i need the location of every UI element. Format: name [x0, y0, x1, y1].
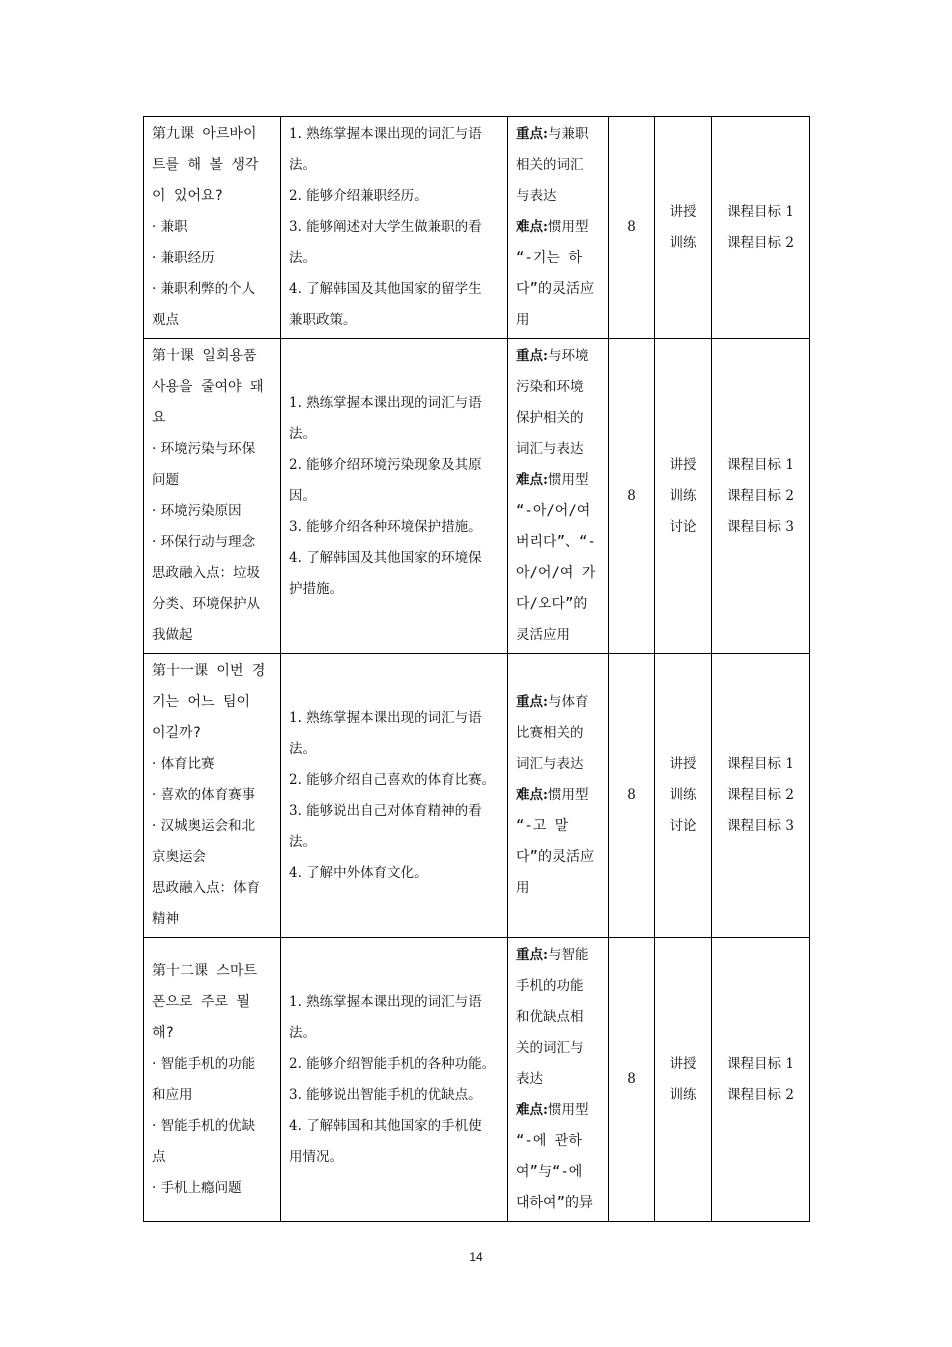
- course-goal-cell: [712, 654, 810, 938]
- focus-line: [516, 150, 600, 181]
- lesson-title-cell: [144, 654, 281, 938]
- difficulty-line: [516, 780, 600, 811]
- lesson-line: 问题: [152, 472, 179, 488]
- difficulty-line: [516, 1157, 600, 1188]
- lesson-line: · 手机上瘾问题: [152, 1179, 242, 1196]
- objective-line: 3. 能够阐述对大学生做兼职的看: [289, 219, 482, 235]
- lesson-title-cell: [144, 938, 281, 1222]
- difficulty-line: [516, 811, 600, 842]
- lesson-line: 폰으로 주로 뭘: [152, 993, 251, 1010]
- lesson-row: [144, 117, 810, 339]
- lesson-line: 观点: [152, 312, 179, 328]
- objective-line: 法。: [289, 157, 316, 173]
- focus-label: 重点:: [516, 694, 548, 710]
- lesson-title-cell: [144, 117, 281, 339]
- objective-line: 用情况。: [289, 1148, 343, 1165]
- objective-line: 4. 了解韩国及其他国家的环境保: [289, 549, 482, 566]
- focus-text: 与兼职: [547, 126, 589, 142]
- objective-line: 4. 了解韩国及其他国家的留学生: [289, 281, 482, 297]
- focus-line: [516, 434, 600, 465]
- objective-line: 兼职政策。: [289, 312, 357, 328]
- difficulty-text: “-고 말: [516, 818, 569, 834]
- lesson-line: 트를 해 볼 생각: [152, 157, 259, 173]
- syllabus-table: [143, 116, 810, 1222]
- focus-line: [516, 1033, 600, 1064]
- lesson-line: 사용을 줄여야 돼: [152, 379, 264, 395]
- lesson-line: · 体育比赛: [152, 756, 215, 772]
- goal-line: 课程目标 1: [727, 203, 794, 220]
- method-line: 讲授: [669, 456, 697, 473]
- method-line: 训练: [669, 787, 697, 803]
- objective-line: 3. 能够介绍各种环境保护措施。: [289, 518, 482, 535]
- difficulty-text: “-에 관하: [516, 1133, 582, 1149]
- difficulty-line: [516, 873, 600, 904]
- key-points-cell: [508, 117, 609, 339]
- focus-text: 关的词汇与: [516, 1040, 584, 1056]
- difficulty-text: 버리다”、“-: [516, 534, 596, 550]
- lesson-line: 第十一课 이번 경: [152, 663, 266, 679]
- method-line: 讨论: [669, 818, 697, 834]
- method-line: 训练: [669, 1086, 697, 1103]
- goal-line: 课程目标 3: [727, 818, 794, 834]
- difficulty-line: [516, 1095, 600, 1126]
- difficulty-label: 难点:: [516, 787, 548, 803]
- goal-line: 课程目标 1: [727, 456, 794, 473]
- difficulty-line: [516, 274, 600, 305]
- difficulty-line: [516, 465, 600, 496]
- focus-line: [516, 341, 600, 372]
- lesson-line: 我做起: [152, 627, 193, 643]
- hours-cell: 8: [609, 938, 655, 1222]
- difficulty-text: “-기는 하: [516, 250, 582, 266]
- focus-text: 与表达: [516, 188, 557, 204]
- objectives-cell: [281, 339, 508, 654]
- difficulty-line: [516, 496, 600, 527]
- focus-text: 比赛相关的: [516, 725, 584, 741]
- method-line: 讲授: [669, 203, 697, 220]
- lesson-line: 기는 어느 팀이: [152, 694, 251, 710]
- focus-text: 表达: [516, 1071, 543, 1087]
- difficulty-line: [516, 212, 600, 243]
- difficulty-line: [516, 1126, 600, 1157]
- objectives-cell: [281, 654, 508, 938]
- page-number: 14: [469, 1250, 483, 1264]
- lesson-line: 第十课 일회용품: [152, 348, 257, 364]
- lesson-row: [144, 938, 810, 1222]
- focus-line: [516, 403, 600, 434]
- goal-line: 课程目标 1: [727, 756, 794, 772]
- difficulty-line: [516, 620, 600, 651]
- lesson-line: 分类、环境保护从: [152, 596, 260, 612]
- lesson-line: 思政融入点：垃圾: [152, 565, 260, 581]
- focus-text: 词汇与表达: [516, 756, 584, 772]
- course-goal-cell: [712, 117, 810, 339]
- difficulty-text: 灵活应用: [516, 627, 570, 643]
- objective-line: 法。: [289, 740, 316, 757]
- teaching-method-cell: [655, 339, 712, 654]
- objective-line: 因。: [289, 487, 316, 504]
- objective-line: 4. 了解韩国和其他国家的手机使: [289, 1117, 482, 1134]
- focus-text: 手机的功能: [516, 978, 584, 994]
- difficulty-text: 惯用型: [547, 787, 589, 803]
- objective-line: 1. 熟练掌握本课出现的词汇与语: [289, 126, 482, 142]
- objective-line: 护措施。: [289, 580, 343, 597]
- difficulty-line: [516, 1188, 600, 1219]
- difficulty-text: 여”与“-에: [516, 1164, 583, 1180]
- focus-text: 污染和环境: [516, 379, 584, 395]
- difficulty-text: 惯用型: [547, 472, 589, 488]
- focus-line: [516, 940, 600, 971]
- difficulty-label: 难点:: [516, 219, 548, 235]
- difficulty-text: “-아/어/여: [516, 503, 591, 519]
- key-points-cell: [508, 938, 609, 1222]
- objective-line: 法。: [289, 250, 316, 266]
- difficulty-line: [516, 527, 600, 558]
- lesson-line: 第九课 아르바이: [152, 126, 257, 142]
- difficulty-text: 대하여”的异: [516, 1195, 594, 1211]
- lesson-line: · 环境污染原因: [152, 503, 242, 519]
- difficulty-text: 다”的灵活应: [516, 281, 594, 297]
- focus-line: [516, 718, 600, 749]
- focus-line: [516, 119, 600, 150]
- teaching-method-cell: [655, 938, 712, 1222]
- method-line: 训练: [669, 234, 697, 251]
- difficulty-line: [516, 243, 600, 274]
- lesson-line: 이길까?: [152, 725, 202, 741]
- focus-line: [516, 1002, 600, 1033]
- objective-line: 法。: [289, 425, 316, 442]
- lesson-line: 요: [152, 410, 166, 426]
- focus-label: 重点:: [516, 126, 548, 142]
- goal-line: 课程目标 2: [727, 787, 794, 803]
- method-line: 讲授: [669, 756, 697, 772]
- difficulty-text: 惯用型: [547, 219, 589, 235]
- lesson-line: 点: [152, 1148, 166, 1165]
- lesson-line: · 喜欢的体育赛事: [152, 787, 256, 803]
- key-points-cell: [508, 339, 609, 654]
- objective-line: 4. 了解中外体育文化。: [289, 864, 428, 881]
- lesson-line: · 智能手机的优缺: [152, 1117, 256, 1134]
- objective-line: 2. 能够介绍智能手机的各种功能。: [289, 1055, 496, 1072]
- objective-line: 法。: [289, 833, 316, 850]
- focus-text: 与体育: [547, 694, 589, 710]
- method-line: 训练: [669, 487, 697, 504]
- objective-line: 2. 能够介绍兼职经历。: [289, 188, 428, 204]
- objective-line: 2. 能够介绍自己喜欢的体育比赛。: [289, 771, 496, 788]
- lesson-line: · 兼职: [152, 219, 188, 235]
- lesson-line: 해?: [152, 1024, 174, 1041]
- focus-line: [516, 181, 600, 212]
- difficulty-label: 难点:: [516, 1102, 548, 1118]
- objective-line: 2. 能够介绍环境污染现象及其原: [289, 456, 482, 473]
- key-points-cell: [508, 654, 609, 938]
- focus-line: [516, 1064, 600, 1095]
- lesson-line: · 汉城奥运会和北: [152, 818, 256, 834]
- teaching-method-cell: [655, 654, 712, 938]
- objective-line: 法。: [289, 1024, 316, 1041]
- focus-label: 重点:: [516, 348, 548, 364]
- focus-text: 相关的词汇: [516, 157, 584, 173]
- difficulty-text: 用: [516, 880, 530, 896]
- objective-line: 3. 能够说出自己对体育精神的看: [289, 802, 482, 819]
- difficulty-line: [516, 842, 600, 873]
- objective-line: 3. 能够说出智能手机的优缺点。: [289, 1086, 482, 1103]
- lesson-row: [144, 654, 810, 938]
- course-goal-cell: [712, 339, 810, 654]
- hours-cell: 8: [609, 654, 655, 938]
- focus-line: [516, 687, 600, 718]
- goal-line: 课程目标 2: [727, 234, 794, 251]
- hours-cell: 8: [609, 117, 655, 339]
- difficulty-text: 惯用型: [547, 1102, 589, 1118]
- lesson-title-cell: [144, 339, 281, 654]
- method-line: 讨论: [669, 518, 697, 535]
- lesson-line: · 环境污染与环保: [152, 441, 256, 457]
- lesson-line: 精神: [152, 911, 179, 927]
- objective-line: 1. 熟练掌握本课出现的词汇与语: [289, 394, 482, 411]
- lesson-line: 思政融入点：体育: [152, 880, 260, 896]
- goal-line: 课程目标 2: [727, 487, 794, 504]
- course-goal-cell: [712, 938, 810, 1222]
- lesson-line: 京奥运会: [152, 849, 206, 865]
- difficulty-line: [516, 558, 600, 589]
- focus-text: 与环境: [547, 348, 589, 364]
- lesson-line: 第十二课 스마트: [152, 962, 258, 979]
- lesson-line: · 环保行动与理念: [152, 534, 256, 550]
- lesson-line: · 兼职利弊的个人: [152, 281, 256, 297]
- focus-text: 词汇与表达: [516, 441, 584, 457]
- goal-line: 课程目标 3: [727, 518, 794, 535]
- focus-text: 保护相关的: [516, 410, 584, 426]
- goal-line: 课程目标 2: [727, 1086, 794, 1103]
- difficulty-label: 难点:: [516, 472, 548, 488]
- difficulty-text: 다”的灵活应: [516, 849, 594, 865]
- objective-line: 1. 熟练掌握本课出现的词汇与语: [289, 709, 482, 726]
- focus-line: [516, 749, 600, 780]
- difficulty-line: [516, 589, 600, 620]
- focus-text: 与智能: [547, 947, 589, 963]
- objectives-cell: [281, 117, 508, 339]
- lesson-line: 和应用: [152, 1086, 193, 1103]
- difficulty-line: [516, 305, 600, 336]
- lesson-line: · 智能手机的功能: [152, 1055, 256, 1072]
- method-line: 讲授: [669, 1055, 697, 1072]
- objective-line: 1. 熟练掌握本课出现的词汇与语: [289, 993, 482, 1010]
- difficulty-text: 用: [516, 312, 530, 328]
- difficulty-text: 아/어/여 가: [516, 565, 596, 581]
- focus-line: [516, 372, 600, 403]
- focus-label: 重点:: [516, 947, 548, 963]
- objectives-cell: [281, 938, 508, 1222]
- teaching-method-cell: [655, 117, 712, 339]
- lesson-line: 이 있어요?: [152, 188, 223, 204]
- lesson-line: · 兼职经历: [152, 250, 215, 266]
- focus-text: 和优缺点相: [516, 1009, 584, 1025]
- goal-line: 课程目标 1: [727, 1055, 794, 1072]
- difficulty-text: 다/오다”的: [516, 596, 588, 612]
- focus-line: [516, 971, 600, 1002]
- hours-cell: 8: [609, 339, 655, 654]
- lesson-row: [144, 339, 810, 654]
